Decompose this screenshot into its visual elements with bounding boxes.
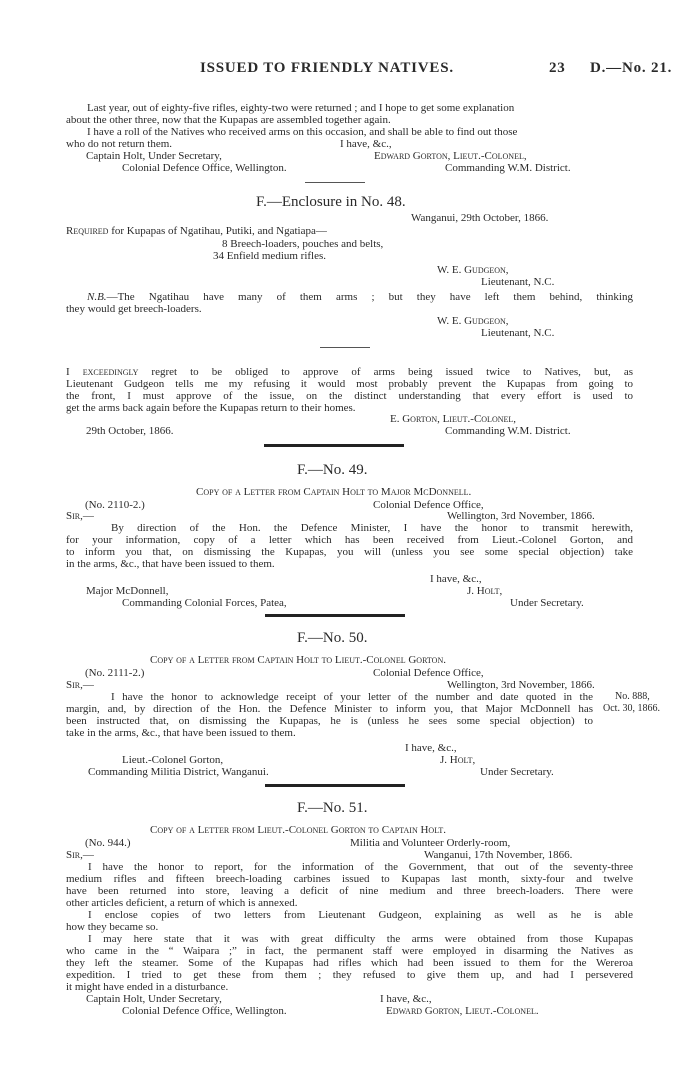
letter-line: they left the steamer. Some of the Kupapas had rifles which had been issued to them for the Wereroa: [66, 957, 633, 969]
letter-line: By direction of the Hon. the Defence Minister, I have the honor to transmit herewith,: [111, 522, 633, 534]
signature: J. Holt,: [440, 754, 476, 766]
salutation: Sir,—: [66, 510, 94, 522]
letter-number: (No. 2110-2.): [85, 499, 145, 511]
letter-line: have been returned into store, leaving a deficit of nine medium and three breech-loaders. There were: [66, 885, 633, 897]
paragraph-line: Last year, out of eighty-five rifles, eighty-two were returned ; and I hope to get some explanation: [87, 102, 515, 114]
letter-line: expedition. I tried to get these from them ; they refused to give them up, and had I persevered: [66, 969, 633, 981]
requisition-item: 8 Breech-loaders, pouches and belts,: [222, 238, 384, 250]
signature: Edward Gorton, Lieut.-Colonel.: [386, 1005, 539, 1017]
salutation: Sir,—: [66, 849, 94, 861]
letter-title: Copy of a Letter from Captain Holt to Major McDonnell.: [196, 486, 472, 498]
signature-title: Under Secretary.: [510, 597, 584, 609]
letter-date: Wanganui, 17th November, 1866.: [424, 849, 573, 861]
letter-office: Militia and Volunteer Orderly-room,: [350, 837, 511, 849]
section-divider: [265, 784, 405, 787]
signature-title: Commanding W.M. District.: [445, 162, 571, 174]
letter-office: Colonial Defence Office,: [373, 499, 484, 511]
letter-line: been instructed that, on dismissing the Kupapas, he is (unless he sees some special objection) to: [66, 715, 593, 727]
minute-line: the front, I must approve of the issue, on the distinct understanding that every effort is used to: [66, 390, 633, 402]
closing: I have, &c.,: [340, 138, 392, 150]
signature-title: Lieutenant, N.C.: [481, 276, 555, 288]
letter-date: Wellington, 3rd November, 1866.: [447, 679, 595, 691]
letter-line: in the arms, &c., that have been issued to them.: [66, 558, 275, 570]
letter-line: I may here state that it was with great difficulty the arms were obtained from those Kupapas: [88, 933, 633, 945]
letter-line: I have the honor to report, for the information of the Government, that out of the seventy-three: [88, 861, 633, 873]
addressee: Captain Holt, Under Secretary,: [86, 993, 222, 1005]
letter-line: I have the honor to acknowledge receipt of your letter of the number and date quoted in the: [111, 691, 593, 703]
requisition-item: 34 Enfield medium rifles.: [213, 250, 327, 262]
dateline: Wanganui, 29th October, 1866.: [411, 212, 549, 224]
minute-line: Lieutenant Gudgeon tells me my refusing it would most probably prevent the Kupapas from going to: [66, 378, 633, 390]
minute-line: get the arms back again before the Kupapas return to their homes.: [66, 402, 356, 414]
minute-line: I exceedingly regret to be obliged to approve of arms being issued twice to Natives, but, as: [66, 366, 633, 378]
letter-line: take in the arms, &c., that have been issued to them.: [66, 727, 296, 739]
signature: W. E. Gudgeon,: [437, 315, 509, 327]
page-number: 23: [549, 60, 566, 76]
addressee: Major McDonnell,: [86, 585, 169, 597]
section-divider: [264, 444, 404, 447]
letter-line: medium rifles and fifteen breech-loading carbines issued to Kupapas last month, sixty-four and twelve: [66, 873, 633, 885]
paragraph-line: I have a roll of the Natives who received arms on this occasion, and shall be able to find out those: [87, 126, 518, 138]
addressee-office: Commanding Militia District, Wanganui.: [88, 766, 269, 778]
margin-note: Oct. 30, 1866.: [603, 703, 660, 714]
letter-title: Copy of a Letter from Captain Holt to Lieut.-Colonel Gorton.: [150, 654, 446, 666]
letter-office: Colonial Defence Office,: [373, 667, 484, 679]
letter-line: I enclose copies of two letters from Lieutenant Gudgeon, explaining as well as he is able: [88, 909, 633, 921]
letter-date: Wellington, 3rd November, 1866.: [447, 510, 595, 522]
signature: E. Gorton, Lieut.-Colonel,: [390, 413, 517, 425]
signature: W. E. Gudgeon,: [437, 264, 509, 276]
salutation: Sir,—: [66, 679, 94, 691]
letter-number: (No. 944.): [85, 837, 131, 849]
nb-line: they would get breech-loaders.: [66, 303, 202, 315]
signature-title: Under Secretary.: [480, 766, 554, 778]
letter-line: how they became so.: [66, 921, 159, 933]
paragraph-line: who do not return them.: [66, 138, 173, 150]
closing: I have, &c.,: [405, 742, 457, 754]
letter-line: to inform you that, on dismissing the Kupapas, you will (unless you see some special objection) take: [66, 546, 633, 558]
nb-line: N.B.—The Ngatihau have many of them arms ; but they have left them behind, thinking: [87, 291, 633, 303]
section-divider: [305, 182, 365, 183]
section-heading: F.—No. 50.: [297, 630, 368, 646]
closing: I have, &c.,: [380, 993, 432, 1005]
letter-title: Copy of a Letter from Lieut.-Colonel Gorton to Captain Holt.: [150, 824, 446, 836]
section-divider: [320, 347, 370, 348]
section-divider: [265, 614, 405, 617]
signature-title: Lieutenant, N.C.: [481, 327, 555, 339]
addressee-office: Commanding Colonial Forces, Patea,: [122, 597, 287, 609]
signature-title: Commanding W.M. District.: [445, 425, 571, 437]
letter-number: (No. 2111-2.): [85, 667, 145, 679]
signature: Edward Gorton, Lieut.-Colonel,: [374, 150, 527, 162]
letter-line: margin, and, by direction of the Hon. the Defence Minister to inform you, that Major McDonnell has: [66, 703, 593, 715]
signature: J. Holt,: [467, 585, 503, 597]
section-heading: F.—Enclosure in No. 48.: [256, 194, 406, 210]
minute-date: 29th October, 1866.: [86, 425, 174, 437]
addressee: Lieut.-Colonel Gorton,: [122, 754, 224, 766]
letter-line: for your information, copy of a letter which has been received from Lieut.-Colonel Gorton, and: [66, 534, 633, 546]
addressee: Captain Holt, Under Secretary,: [86, 150, 222, 162]
closing: I have, &c.,: [430, 573, 482, 585]
section-heading: F.—No. 49.: [297, 462, 368, 478]
letter-line: other articles deficient, a return of which is annexed.: [66, 897, 298, 909]
addressee-office: Colonial Defence Office, Wellington.: [122, 1005, 287, 1017]
paragraph-line: about the other three, now that the Kupapas are assembled together again.: [66, 114, 391, 126]
letter-line: it might have ended in a disturbance.: [66, 981, 229, 993]
addressee-office: Colonial Defence Office, Wellington.: [122, 162, 287, 174]
requisition-line: Required for Kupapas of Ngatihau, Putiki, and Ngatiapa—: [66, 225, 327, 237]
section-heading: F.—No. 51.: [297, 800, 368, 816]
document-reference: D.—No. 21.: [590, 60, 673, 76]
letter-line: who came in the “ Waipara ;” in fact, the permanent staff were employed in disarming the Natives as: [66, 945, 633, 957]
page-header-title: ISSUED TO FRIENDLY NATIVES.: [200, 60, 454, 76]
margin-note: No. 888,: [615, 691, 650, 702]
